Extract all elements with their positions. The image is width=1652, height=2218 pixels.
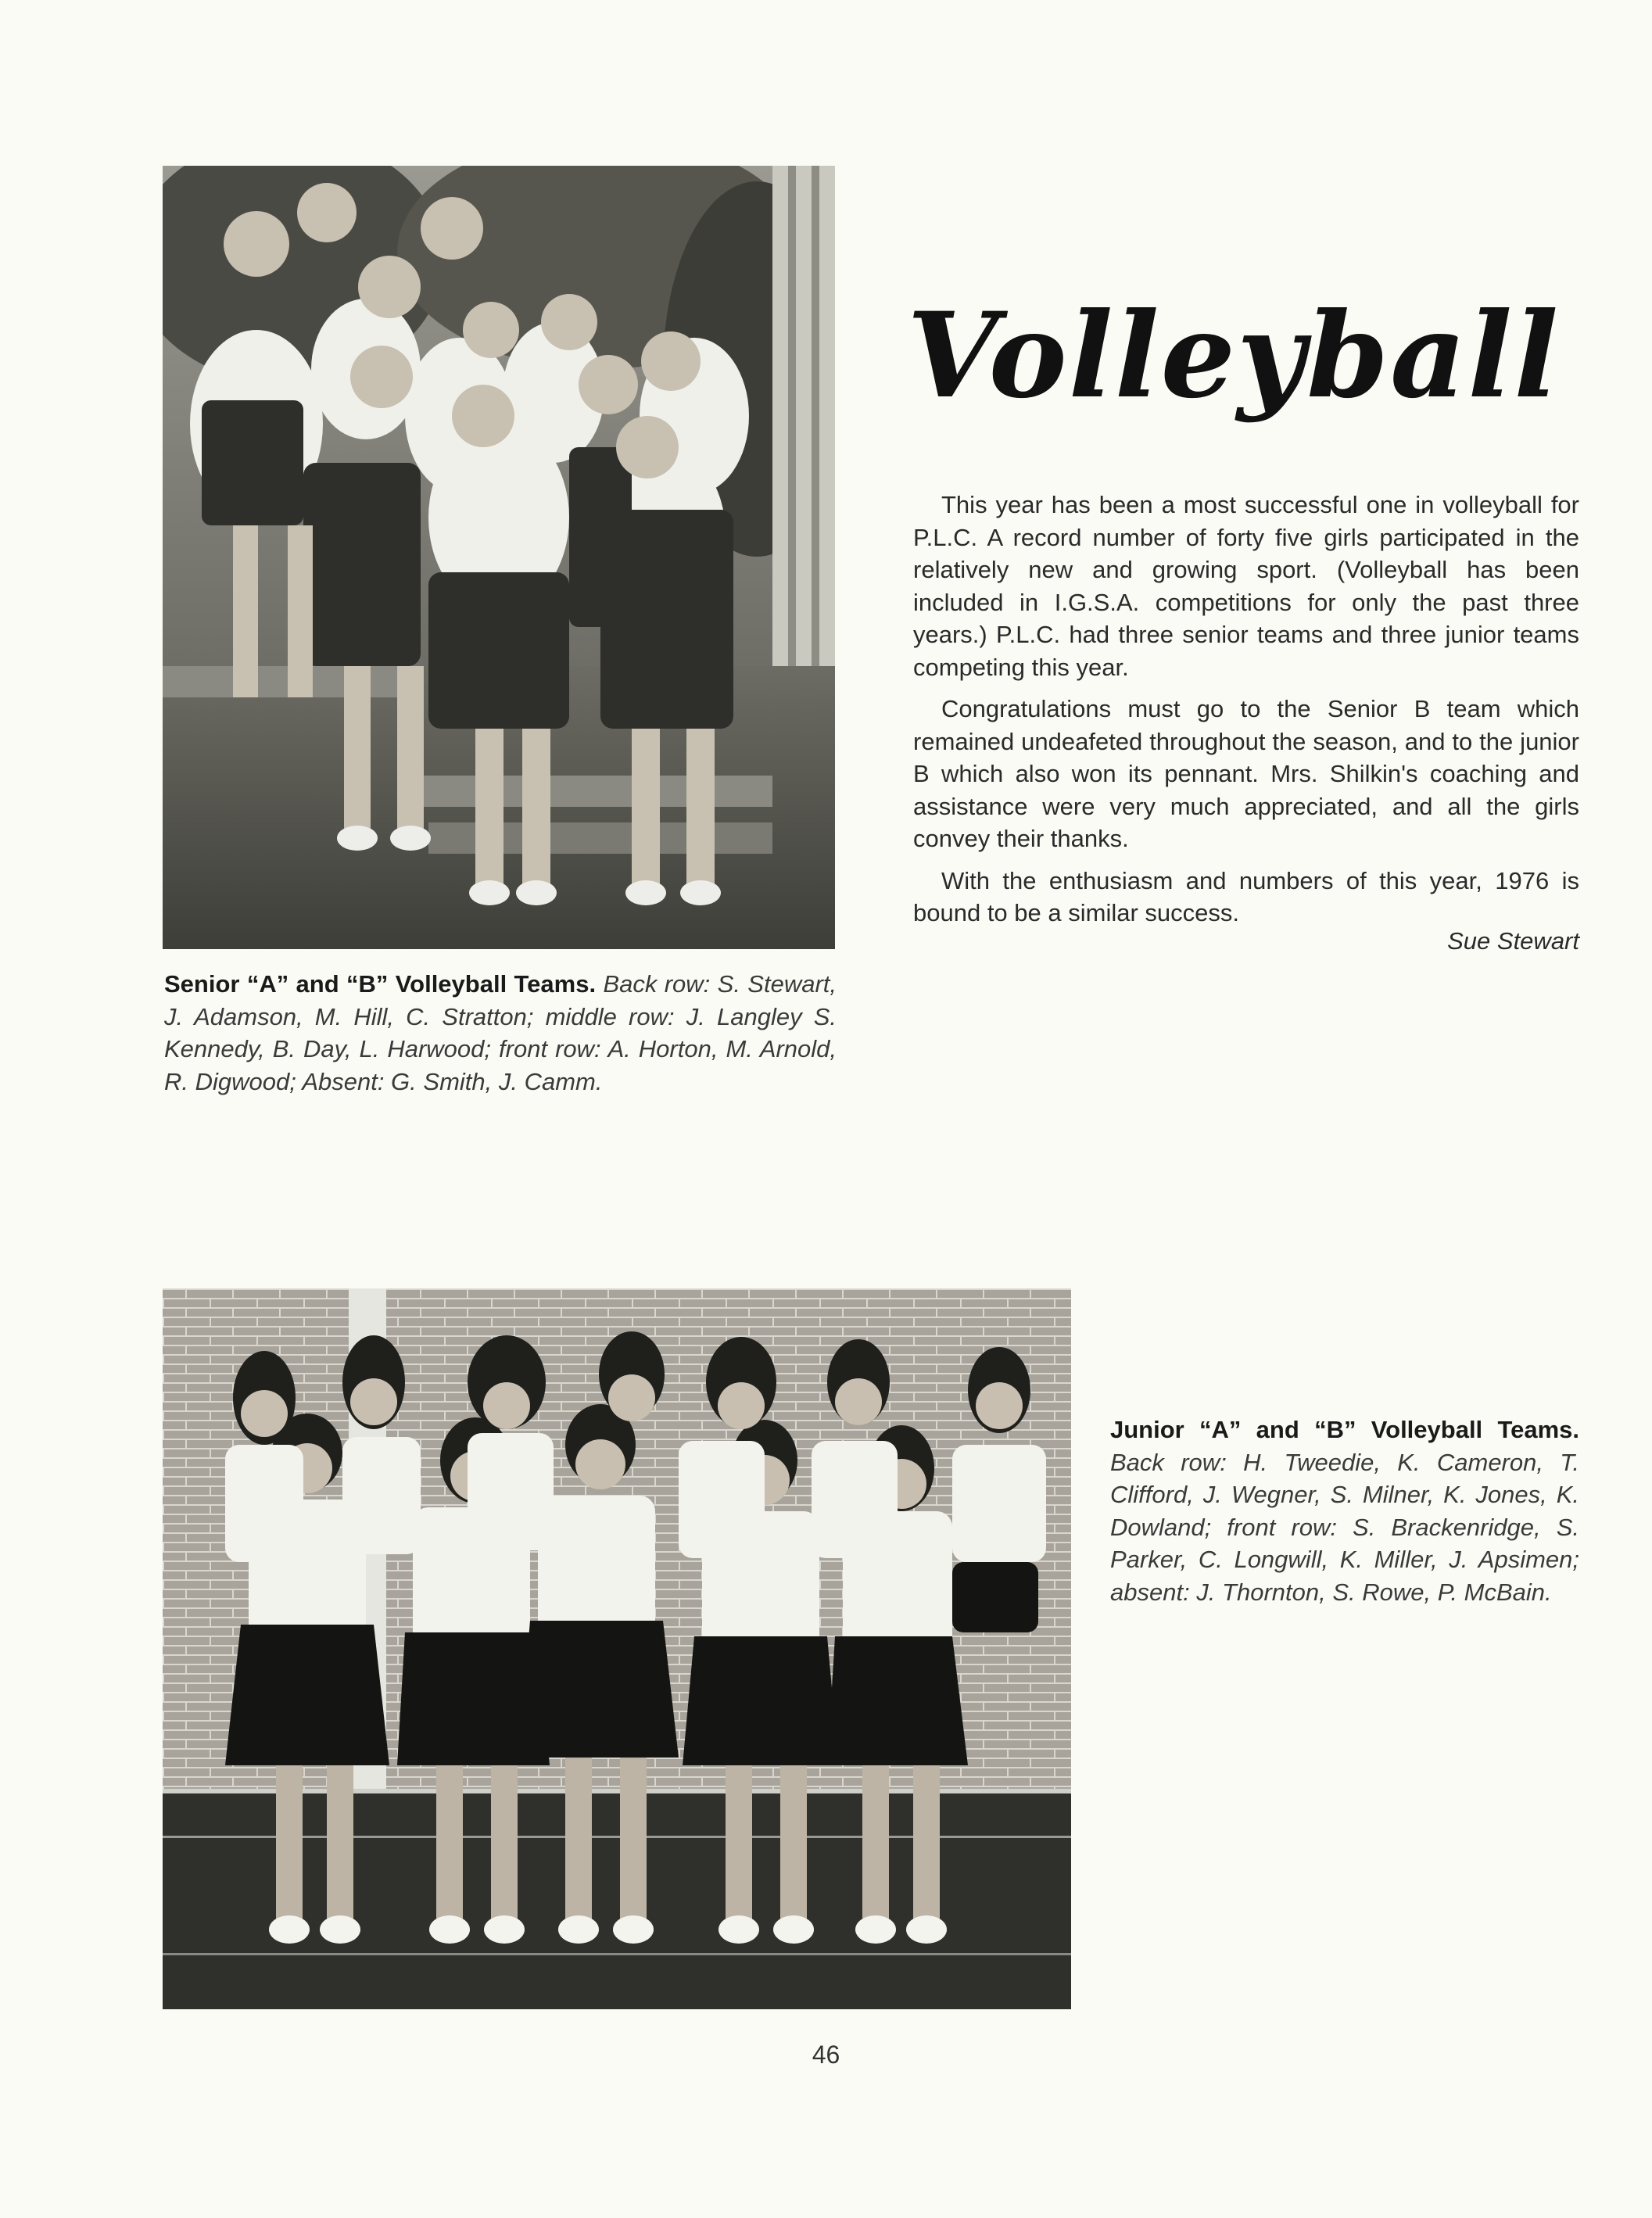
junior-caption-names: Back row: H. Tweedie, K. Cameron, T. Clifford, J. Wegner, S. Milner, K. Jones, K. Dowland; front row: S. Brackenridge, S. Parker, C. Longwill, K. Miller, J. Apsimen; absent: J. Thornton, S. Rowe, P. McBain. [1110,1448,1579,1606]
article-paragraph: With the enthusiasm and numbers of this year, 1976 is bound to be a similar success. [913,866,1579,926]
junior-team-photo [163,1288,1071,2009]
junior-team-caption [1110,1414,1579,1608]
senior-caption-names: Back row: S. Stewart, J. Adamson, M. Hill, C. Stratton; middle row: J. Langley S. Kennedy, B. Day, L. Harwood; front row: A. Horton, M. Arnold, R. Digwood; Absent: G. Smith, J. Camm. [164,970,837,1095]
article-paragraph: Congratulations must go to the Senior B team which remained undeafeted throughout the season, and to the junior B which also won its pennant. Mrs. Shilkin's coaching and assistance were very much appreciated, and all the girls convey their thanks. [913,695,1579,852]
page-title: Volleyball [907,287,1561,425]
senior-caption-heading: Senior “A” and “B” Volleyball Teams. [164,970,597,998]
article-author: Sue Stewart [1447,927,1579,955]
senior-team-photo-image [163,166,835,949]
page-number: 46 [812,2041,840,2069]
junior-caption-heading: Junior “A” and “B” Volleyball Teams. [1110,1416,1579,1443]
article-paragraph: This year has been a most successful one in volleyball for P.L.C. A record number of forty five girls participated in the relatively new and growing sport. (Volleyball has been included in I.G.S.A. competitions for only the past three years.) P.L.C. had three senior teams and three junior teams competing this year. [913,491,1579,681]
senior-team-photo [163,166,835,949]
senior-team-caption [164,968,837,1098]
junior-team-photo-image [163,1288,1071,2009]
article-body [913,489,1579,939]
